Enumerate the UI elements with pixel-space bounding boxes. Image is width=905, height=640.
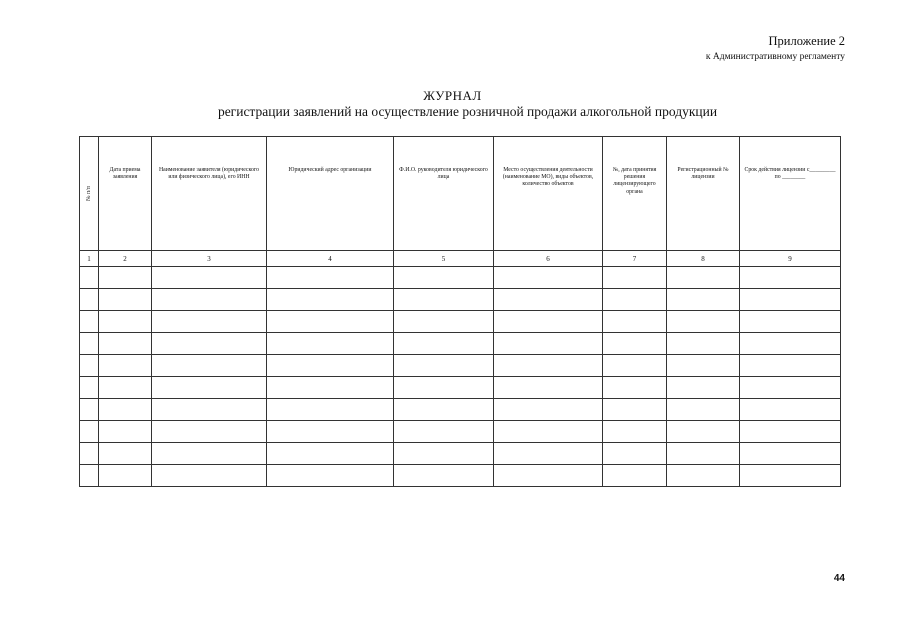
table-cell[interactable]	[603, 267, 667, 289]
table-cell[interactable]	[99, 421, 152, 443]
table-cell[interactable]	[152, 289, 267, 311]
table-cell[interactable]	[603, 465, 667, 487]
table-cell[interactable]	[494, 421, 603, 443]
table-cell[interactable]	[667, 267, 740, 289]
table-cell[interactable]	[667, 399, 740, 421]
table-cell[interactable]	[80, 355, 99, 377]
table-cell[interactable]	[267, 465, 394, 487]
table-cell[interactable]	[394, 333, 494, 355]
table-cell[interactable]	[740, 465, 841, 487]
table-cell[interactable]	[494, 355, 603, 377]
table-cell[interactable]	[152, 377, 267, 399]
table-cell[interactable]	[152, 399, 267, 421]
table-cell[interactable]	[494, 333, 603, 355]
table-cell[interactable]	[267, 333, 394, 355]
journal-title-block	[0, 88, 905, 120]
table-cell[interactable]	[99, 355, 152, 377]
table-row	[80, 465, 841, 487]
table-cell[interactable]	[267, 399, 394, 421]
table-cell[interactable]	[603, 399, 667, 421]
column-number: 2	[99, 251, 152, 267]
table-cell[interactable]	[667, 421, 740, 443]
table-cell[interactable]	[740, 377, 841, 399]
table-cell[interactable]	[152, 333, 267, 355]
table-cell[interactable]	[99, 399, 152, 421]
table-cell[interactable]	[494, 267, 603, 289]
header-cell-director: Ф.И.О. руководителя юридического лица	[394, 137, 494, 251]
table-cell[interactable]	[152, 443, 267, 465]
table-row	[80, 377, 841, 399]
table-cell[interactable]	[267, 267, 394, 289]
appendix-number: Приложение 2	[768, 34, 845, 48]
table-cell[interactable]	[667, 355, 740, 377]
table-cell[interactable]	[99, 465, 152, 487]
table-cell[interactable]	[80, 377, 99, 399]
table-cell[interactable]	[603, 311, 667, 333]
table-cell[interactable]	[99, 333, 152, 355]
column-number-row	[80, 251, 841, 267]
table-cell[interactable]	[740, 333, 841, 355]
table-row	[80, 443, 841, 465]
table-cell[interactable]	[740, 421, 841, 443]
table-cell[interactable]	[80, 333, 99, 355]
registration-journal-table	[79, 136, 841, 487]
header-cell-license-number: Регистрационный № лицензии	[667, 137, 740, 251]
table-cell[interactable]	[80, 267, 99, 289]
table-cell[interactable]	[152, 267, 267, 289]
header-cell-location: Место осуществления деятельности (наименование МО), виды объектов, количество объектов	[494, 137, 603, 251]
table-cell[interactable]	[603, 289, 667, 311]
table-cell[interactable]	[667, 465, 740, 487]
table-cell[interactable]	[667, 443, 740, 465]
table-row	[80, 355, 841, 377]
table-cell[interactable]	[99, 443, 152, 465]
table-cell[interactable]	[740, 289, 841, 311]
table-row	[80, 399, 841, 421]
table-cell[interactable]	[99, 267, 152, 289]
table-cell[interactable]	[267, 377, 394, 399]
header-row	[80, 137, 841, 251]
appendix-reference: к Административному регламенту	[705, 52, 845, 62]
table-cell[interactable]	[740, 399, 841, 421]
column-number: 3	[152, 251, 267, 267]
table-cell[interactable]	[152, 421, 267, 443]
table-cell[interactable]	[667, 311, 740, 333]
table-cell[interactable]	[394, 311, 494, 333]
appendix-header	[706, 34, 845, 63]
table-cell[interactable]	[603, 355, 667, 377]
table-cell[interactable]	[494, 443, 603, 465]
column-number: 9	[740, 251, 841, 267]
table-cell[interactable]	[80, 289, 99, 311]
table-cell[interactable]	[267, 355, 394, 377]
column-number: 7	[603, 251, 667, 267]
table-cell[interactable]	[80, 465, 99, 487]
table-cell[interactable]	[394, 377, 494, 399]
table-cell[interactable]	[394, 267, 494, 289]
column-number: 6	[494, 251, 603, 267]
table-cell[interactable]	[267, 289, 394, 311]
table-cell[interactable]	[152, 311, 267, 333]
table-cell[interactable]	[494, 399, 603, 421]
table-cell[interactable]	[152, 355, 267, 377]
table-cell[interactable]	[740, 267, 841, 289]
table-cell[interactable]	[394, 289, 494, 311]
table-cell[interactable]	[99, 377, 152, 399]
table-cell[interactable]	[667, 289, 740, 311]
table-cell[interactable]	[80, 399, 99, 421]
table-row	[80, 333, 841, 355]
table-cell[interactable]	[394, 421, 494, 443]
header-cell-address: Юридический адрес организации	[267, 137, 394, 251]
table-row	[80, 289, 841, 311]
table-cell[interactable]	[80, 421, 99, 443]
table-cell[interactable]	[267, 311, 394, 333]
column-number: 5	[394, 251, 494, 267]
table-cell[interactable]	[494, 311, 603, 333]
table-cell[interactable]	[603, 421, 667, 443]
table-cell[interactable]	[740, 355, 841, 377]
table-row	[80, 267, 841, 289]
table-cell[interactable]	[603, 333, 667, 355]
journal-subtitle: регистрации заявлений на осуществление розничной продажи алкогольной продукции	[217, 104, 718, 119]
table-row	[80, 311, 841, 333]
table-cell[interactable]	[667, 333, 740, 355]
table-cell[interactable]	[394, 443, 494, 465]
journal-title: ЖУРНАЛ	[423, 88, 482, 103]
table-cell[interactable]	[494, 465, 603, 487]
column-number: 1	[80, 251, 99, 267]
table-cell[interactable]	[740, 311, 841, 333]
table-cell[interactable]	[740, 443, 841, 465]
table-cell[interactable]	[667, 377, 740, 399]
table-row	[80, 421, 841, 443]
table-cell[interactable]	[394, 355, 494, 377]
table-cell[interactable]	[494, 289, 603, 311]
page-number: 44	[833, 573, 845, 584]
table-cell[interactable]	[603, 377, 667, 399]
table-cell[interactable]	[267, 443, 394, 465]
table-cell[interactable]	[494, 377, 603, 399]
table-cell[interactable]	[394, 399, 494, 421]
header-cell-applicant: Наименование заявителя (юридического или физического лица), его ИНН	[152, 137, 267, 251]
table-cell[interactable]	[152, 465, 267, 487]
column-number: 8	[667, 251, 740, 267]
table-cell[interactable]	[80, 443, 99, 465]
table-cell[interactable]	[99, 289, 152, 311]
table-cell[interactable]	[267, 421, 394, 443]
header-cell-number: № п/п	[80, 137, 99, 251]
header-cell-validity: Срок действия лицензии с_________ по ________	[740, 137, 841, 251]
header-cell-decision: №, дата принятия решения лицензирующего органа	[603, 137, 667, 251]
table-cell[interactable]	[603, 443, 667, 465]
table-cell[interactable]	[99, 311, 152, 333]
header-cell-date: Дата приема заявления	[99, 137, 152, 251]
table-cell[interactable]	[394, 465, 494, 487]
column-number: 4	[267, 251, 394, 267]
table-cell[interactable]	[80, 311, 99, 333]
